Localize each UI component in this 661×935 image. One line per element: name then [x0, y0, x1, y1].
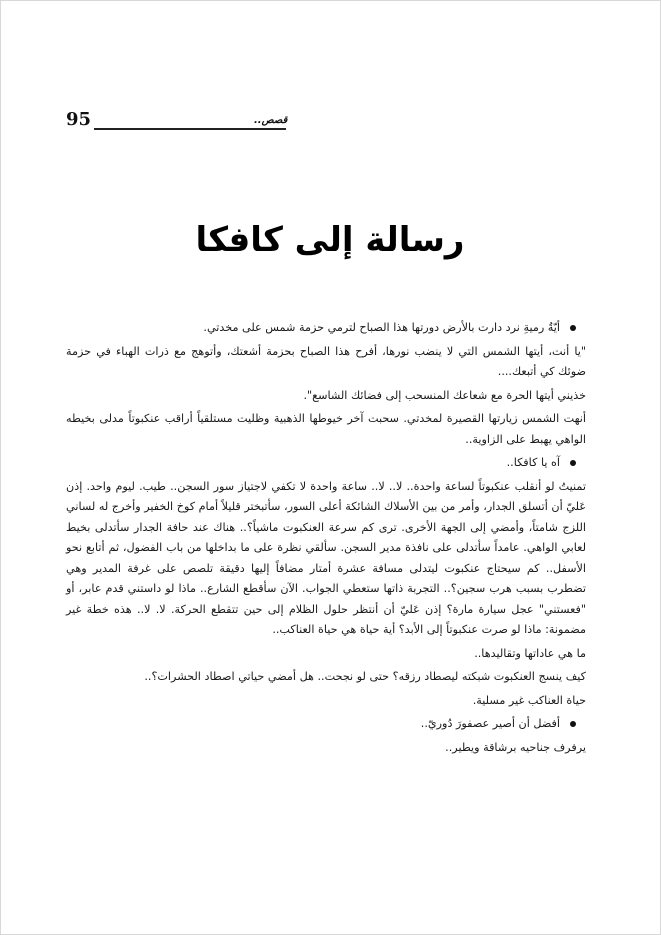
paragraph: "يا أنت، أيتها الشمس التي لا ينضب نورها، أفرح هذا الصباح بحزمة أشعتك، وأتوهج مع ذرات الهباء في حزمة ضوئك كي أتبعك....: [66, 344, 586, 378]
paragraph: [66, 318, 586, 339]
paragraph-text: أفضل أن أصير عصفورَ دُوريّ..: [420, 717, 560, 730]
running-head: قصص..: [254, 115, 288, 126]
bullet-icon: [570, 721, 576, 727]
chapter-title: رسالة إلى كافكا: [195, 220, 465, 260]
paragraph: يرفرف جناحيه برشاقة ويطير..: [445, 740, 586, 754]
paragraph-text: آه يا كافكا..: [506, 456, 560, 469]
bullet-icon: [570, 325, 576, 331]
paragraph: تمنيتُ لو أنقلب عنكبوتاً لساعة واحدة.. لا.. لا.. ساعة واحدة لا تكفي لاجتياز سور السجن.. طيب. ليوم واحد. إذن عَليّ أن أتسلق الجدار، وأمر من بين الأسلاك الشائكة أعلى السور، سأتبختر قليلاً أمام كوخ الخفير وأخرج له لساني اللزج شامتاً، وأمضي إلى الجهة الأخرى. ترى كم سرعة العنكبوت ماشياً؟.. هناك عند حافة الجدار سأتدلى بخيط لعابي الواهي. عامداً سأتدلى على نافذة مدير السجن. سألقي نظرة على ما بداخلها من باب الفضول، ثم أتابع نحو الأسفل.. كم سيحتاج عنكبوت ليتدلى مسافة عشرة أمتار مضافاً إليها دقيقة تلصص على غرفة المدير وهي تضطرب بسبب هرب سجين؟.. التجربة ذاتها ستعطي الجواب. الآن سأقطع الشارع.. ماذا لو داستني قدم عابر، أو "فعستني" عجل سيارة مارة؟ إذن عَليّ أن أنتظر حلول الظلام إلى حين تتقطع الحركة. لا. لا.. هذه خطة غير مضمونة: ماذا لو صرت عنكبوتاً إلى الأبد؟ أية حياة هي حياة العناكب..: [66, 479, 586, 636]
header-rule: [94, 128, 286, 130]
paragraph-text: أيّةُ رميةِ نرد دارت بالأرض دورتها هذا الصباح لترمي حزمة شمس على مخدتي.: [203, 321, 560, 334]
paragraph: ما هي عاداتها وتقاليدها..: [474, 646, 586, 660]
paragraph: خذيني أيتها الحرة مع شعاعك المنسحب إلى فضائك الشاسع".: [303, 388, 586, 402]
body-text: [66, 318, 586, 761]
bullet-icon: [570, 460, 576, 466]
page-number: 95: [66, 109, 92, 130]
paragraph: [66, 714, 586, 735]
paragraph: أنهت الشمس زيارتها القصيرة لمخدتي. سحبت آخر خيوطها الذهبية وظليت مستلقياً أراقب عنكبوتاً مدلى بخيطه الواهي يهبط على الزاوية..: [66, 412, 586, 446]
paragraph: حياة العناكب غير مسلية.: [472, 693, 586, 707]
paragraph: كيف ينسج العنكبوت شبكته ليصطاد رزقه؟ حتى لو نجحت.. هل أمضي حياتي اصطاد الحشرات؟..: [144, 670, 586, 683]
paragraph: [66, 453, 586, 474]
